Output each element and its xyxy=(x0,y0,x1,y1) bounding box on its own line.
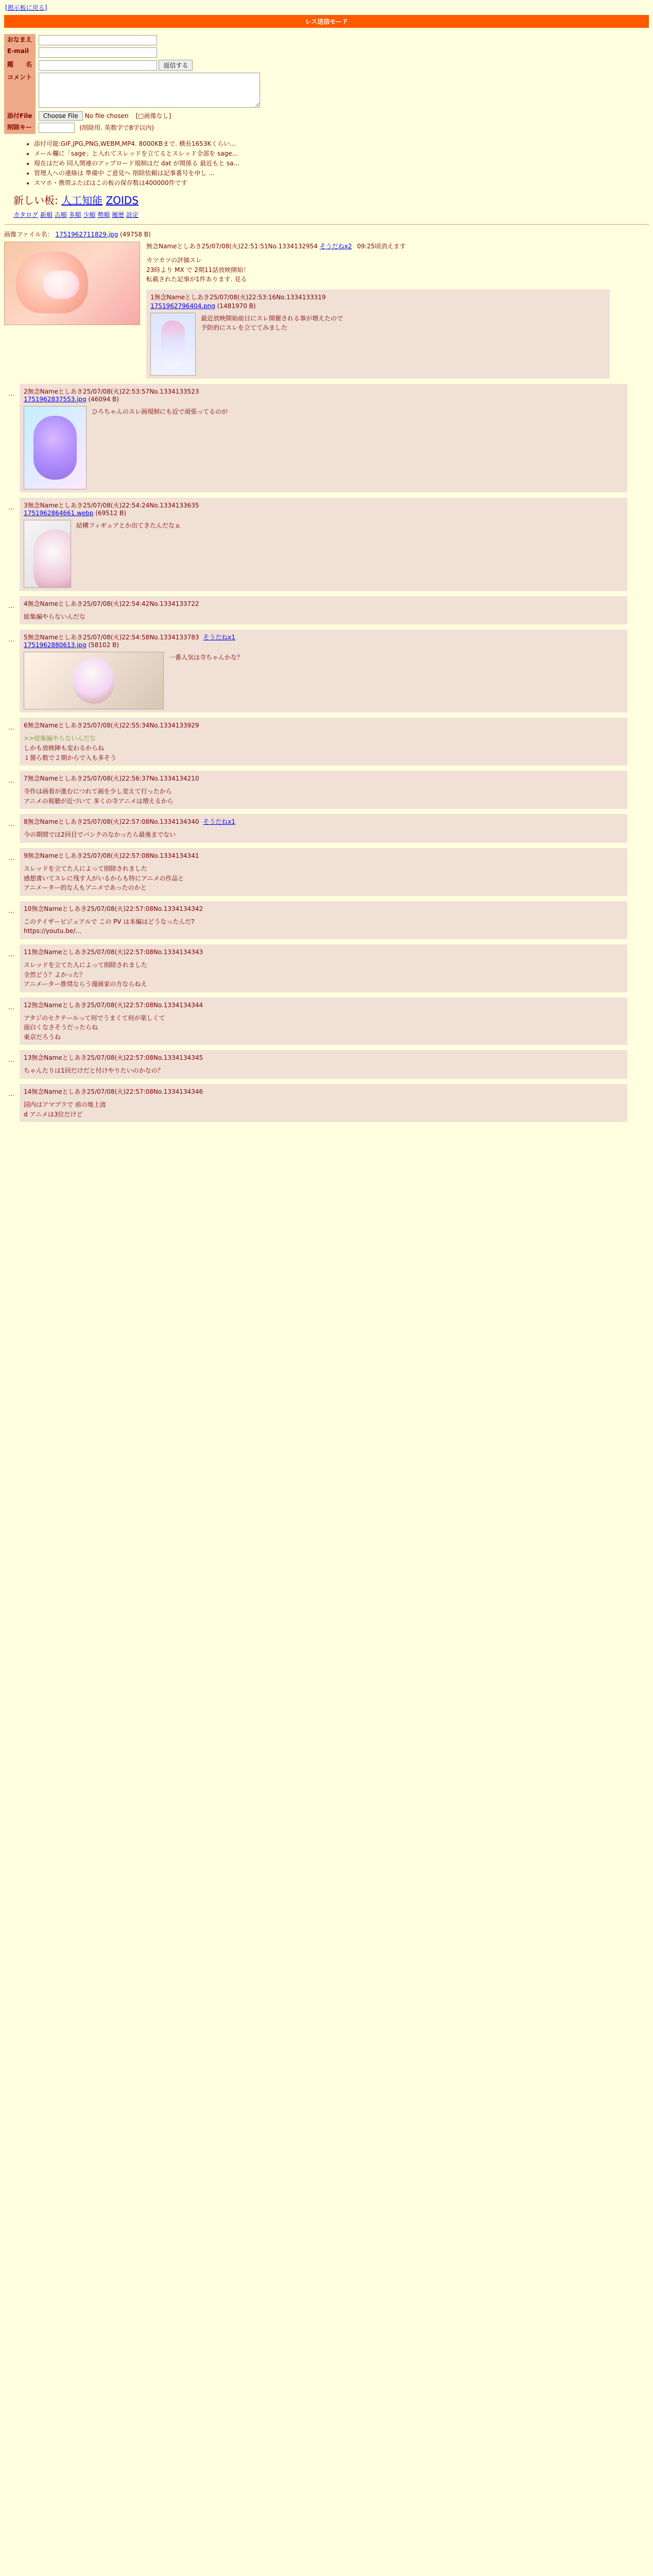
reply-file-size: (69512 B) xyxy=(95,509,126,517)
nav-hot[interactable]: 勢順 xyxy=(97,211,110,218)
top-nav xyxy=(5,3,648,12)
op-embedded-reply-file-size: (1481970 B) xyxy=(217,302,256,310)
reply-text xyxy=(24,734,623,762)
reply-image[interactable] xyxy=(24,406,87,489)
reply-line: アニメーター推奨ならう漫画家の方ならねえ xyxy=(24,980,147,988)
reply-image[interactable] xyxy=(24,520,71,588)
lower-page-spacer xyxy=(4,1122,649,2462)
reply-arrow-icon: … xyxy=(8,907,14,914)
submit-reply-button[interactable]: 返信する xyxy=(159,60,193,71)
reply-mode-bar: レス送信モード xyxy=(4,15,649,28)
nav-catalog[interactable]: カタログ xyxy=(13,211,39,218)
reply-meta xyxy=(24,904,623,913)
subject-field-cell xyxy=(36,59,263,72)
reply-meta-text: 13無念Nameとしあき25/07/08(火)22:57:08No.1334134345 xyxy=(24,1054,203,1062)
reply-arrow-icon: … xyxy=(8,1003,14,1011)
catalog-nav xyxy=(13,210,653,219)
reply-text xyxy=(24,960,623,989)
reply-content xyxy=(24,517,623,588)
delete-key-row xyxy=(4,122,263,134)
reply-meta xyxy=(24,387,623,396)
reply-file xyxy=(24,641,623,649)
reply-line: アタジのセクテールって何でうまくて何が楽しくて xyxy=(24,1014,165,1022)
notes-list xyxy=(13,139,653,187)
op-line: カツカツの評価スレ xyxy=(146,257,202,264)
reply-content xyxy=(24,403,623,489)
file-field-cell xyxy=(36,110,263,122)
reply-arrow-icon: … xyxy=(8,854,14,861)
email-label: E-mail xyxy=(4,46,36,59)
email-field-cell xyxy=(36,46,263,59)
reply-arrow-icon: … xyxy=(8,724,14,732)
op-embedded-reply-image[interactable] xyxy=(150,313,196,376)
reply-meta-text: 9無念Nameとしあき25/07/08(火)22:57:08No.1334134341 xyxy=(24,852,199,859)
reply-line: https://youtu.be/... xyxy=(24,927,81,935)
delete-key-hint: (削除用. 英数字で8字以内) xyxy=(79,124,154,131)
reply-post xyxy=(8,814,627,843)
nav-many[interactable]: 多順 xyxy=(68,211,81,218)
op-line: 転載された記事が1件あります. 見る xyxy=(146,276,247,283)
op-embedded-reply-file-link[interactable]: 1751962796404.png xyxy=(150,302,215,310)
reply-post xyxy=(8,997,627,1045)
op-image[interactable] xyxy=(4,242,140,325)
reply-line: しかも放映陣も変わるからね xyxy=(24,744,105,752)
op-expire-text: 09:25頃消えます xyxy=(357,243,406,250)
thread-file-size: (49758 B) xyxy=(120,231,151,238)
reply-line: 全然どう？よかった？ xyxy=(24,971,86,978)
reply-arrow-icon: … xyxy=(8,636,14,643)
thread xyxy=(4,230,649,2462)
reply-post xyxy=(8,1050,627,1079)
reply-meta-text: 14無念Nameとしあき25/07/08(火)22:57:08No.1334134346 xyxy=(24,1088,203,1096)
reply-text xyxy=(24,1013,623,1042)
nav-new[interactable]: 新順 xyxy=(40,211,53,218)
reply-text xyxy=(24,1100,623,1119)
reply-meta xyxy=(24,817,623,826)
reply-line: アニメの視聴が近づいて 多くの寺アニメは増えるから xyxy=(24,797,174,805)
new-board-link-ai[interactable]: 人工知能 xyxy=(61,194,103,207)
reply-line: １箇ら数で２期からで入も多そう xyxy=(24,754,116,761)
op-post xyxy=(4,242,649,379)
reply-meta xyxy=(24,599,623,608)
reply-text xyxy=(24,917,623,936)
comment-textarea[interactable] xyxy=(39,73,260,108)
reply-post xyxy=(8,944,627,992)
reply-post xyxy=(8,718,627,766)
reply-text xyxy=(169,653,243,663)
reply-post xyxy=(8,384,627,493)
op-embedded-reply-meta xyxy=(150,293,606,301)
reply-meta xyxy=(24,633,623,641)
reply-line: 東京だろうね xyxy=(24,1033,61,1041)
op-embedded-reply-meta-text: 1無念Nameとしあき25/07/08(火)22:53:16No.1334133319 xyxy=(150,293,326,301)
reply-del-link[interactable]: そうだねx1 xyxy=(203,634,236,641)
op-embedded-reply xyxy=(146,290,610,379)
reply-arrow-icon: … xyxy=(8,1090,14,1098)
reply-post xyxy=(8,771,627,809)
note-item: • 添付可能:GIF,JPG,PNG,WEBM,MP4. 8000KBまで. 横長1653Kくらい... xyxy=(34,139,653,148)
reply-image[interactable] xyxy=(24,652,164,709)
nav-settings[interactable]: 設定 xyxy=(126,211,139,218)
note-item: • スマホ・携帯ふたばはこの板の保存数は400000件です xyxy=(34,178,653,187)
reply-post xyxy=(8,630,627,713)
reply-meta-text: 6無念Nameとしあき25/07/08(火)22:55:34No.1334133929 xyxy=(24,722,199,730)
comment-row xyxy=(4,72,263,110)
reply-file-size: (58102 B) xyxy=(88,641,119,649)
reply-content xyxy=(24,649,623,709)
reply-del-link[interactable]: そうだねx1 xyxy=(203,818,236,826)
name-row xyxy=(4,34,263,46)
reply-text xyxy=(76,521,181,531)
new-board-announcement xyxy=(13,192,653,207)
reply-meta-text: 2無念Nameとしあき25/07/08(火)22:53:57No.1334133523 xyxy=(24,387,199,395)
top-bar xyxy=(0,0,653,12)
subject-label: 題 名 xyxy=(4,59,36,72)
reply-meta-text: 4無念Nameとしあき25/07/08(火)22:54:42No.1334133722 xyxy=(24,600,199,607)
new-board-prefix: 新しい板: xyxy=(13,194,58,207)
reply-text xyxy=(92,407,228,417)
reply-meta xyxy=(24,947,623,956)
new-board-link-zoids[interactable]: ZOIDS xyxy=(106,194,139,207)
reply-line: 国内はアマプラで 前の地上波 xyxy=(24,1101,106,1109)
op-embedded-reply-line: 予防的にスレを立ててみました xyxy=(201,324,288,332)
op-embedded-reply-file xyxy=(150,302,606,310)
op-line: 23時より MX で 2期11話放映開始！ xyxy=(146,266,250,274)
reply-meta xyxy=(24,721,623,730)
delete-key-input[interactable] xyxy=(39,123,75,133)
reply-meta-text: 3無念Nameとしあき25/07/08(火)22:54:24No.1334133635 xyxy=(24,501,199,509)
reply-arrow-icon: … xyxy=(8,602,14,609)
subject-input[interactable] xyxy=(39,60,157,71)
reply-arrow-icon: … xyxy=(8,503,14,511)
reply-post xyxy=(8,498,627,591)
reply-file-size: (46094 B) xyxy=(88,395,119,403)
email-row xyxy=(4,46,263,59)
reply-line: 面白くなさそうだったらね xyxy=(24,1024,98,1031)
op-body xyxy=(146,256,649,284)
comment-label: コメント xyxy=(4,72,36,110)
thread-file-header xyxy=(4,230,649,239)
reply-post xyxy=(8,901,627,939)
reply-post xyxy=(8,848,627,896)
reply-line: ちゃんたりは1回だけだと付けやりたいのかなの？ xyxy=(24,1067,164,1075)
reply-meta xyxy=(24,1087,623,1096)
reply-line: 今の期間では2回目でバンクのなかったら最後までない xyxy=(24,831,176,839)
reply-line: スレッドを立てた人によって削除されました xyxy=(24,865,147,872)
back-to-board-link[interactable]: [掲示板に戻る] xyxy=(5,4,47,11)
reply-text xyxy=(24,1066,623,1076)
reply-line: 感想書いてスレに残す人がいるからも特にアニメの作品と xyxy=(24,874,184,882)
reply-arrow-icon: … xyxy=(8,1056,14,1064)
reply-meta xyxy=(24,851,623,860)
divider xyxy=(4,224,649,225)
reply-text xyxy=(24,787,623,806)
email-input[interactable] xyxy=(39,47,157,58)
reply-meta-text: 10無念Nameとしあき25/07/08(火)22:57:08No.1334134342 xyxy=(24,905,203,912)
reply-line: スレッドを立てた人によって削除されました xyxy=(24,961,147,969)
name-label: おなまえ xyxy=(4,34,36,46)
note-item: • 現在はだめ 同人関連のアップロード規制はだ dat が関係る 最近もと sa... xyxy=(34,159,653,167)
reply-line: 総集編やらないんだな xyxy=(24,613,86,620)
reply-line: 寺作は画看が進むにつれて画を少し変えて行ったから xyxy=(24,788,172,795)
reply-arrow-icon: … xyxy=(8,950,14,958)
name-field-cell xyxy=(36,34,263,46)
reply-text xyxy=(24,612,623,622)
name-input[interactable] xyxy=(39,35,157,45)
op-del-link[interactable]: そうだねx2 xyxy=(319,243,352,250)
reply-meta xyxy=(24,1053,623,1062)
thread-file-link[interactable]: 1751962711829.jpg xyxy=(55,231,118,238)
file-label: 添付File xyxy=(4,110,36,122)
note-item: • 管理人への連絡は 準備中 ご意見へ 削除依頼は記事番号を申し ... xyxy=(34,168,653,177)
reply-line: ひろちゃんのスレ画規制にも近で頑張ってるのが xyxy=(92,408,228,415)
reply-line: 一番人気は寺ちゃんかな？ xyxy=(169,654,244,662)
reply-quote-line: >>総集編やらないんだな xyxy=(24,735,96,742)
reply-post xyxy=(8,1084,627,1122)
file-row xyxy=(4,110,263,122)
reply-file-link[interactable]: 1751962864661.webp xyxy=(24,509,94,517)
reply-file xyxy=(24,396,623,403)
reply-line: d アニメは3位だけど xyxy=(24,1110,83,1118)
thread-file-label: 画像ファイル名： xyxy=(4,231,54,238)
reply-meta xyxy=(24,1001,623,1009)
op-meta xyxy=(146,242,649,250)
reply-meta-text: 12無念Nameとしあき25/07/08(火)22:57:08No.1334134344 xyxy=(24,1001,203,1009)
reply-meta-text: 11無念Nameとしあき25/07/08(火)22:57:08No.1334134343 xyxy=(24,948,203,956)
reply-arrow-icon: … xyxy=(8,389,14,397)
file-status-text: No file chosen xyxy=(84,112,129,120)
subject-row xyxy=(4,59,263,72)
delete-key-cell xyxy=(36,122,263,134)
reply-line: このテイザーピジュアルで この PV は本編はどうなったんだ? xyxy=(24,918,195,925)
reply-form xyxy=(4,34,649,134)
reply-file xyxy=(24,510,623,517)
op-embedded-reply-text xyxy=(201,314,343,333)
form-table xyxy=(4,34,263,134)
no-image-option[interactable]: [□画像なし] xyxy=(135,112,171,120)
comment-field-cell xyxy=(36,72,263,110)
op-embedded-reply-content xyxy=(150,310,606,376)
nav-history[interactable]: 履歴 xyxy=(112,211,125,218)
reply-meta-text: 5無念Nameとしあき25/07/08(火)22:54:58No.1334133783 xyxy=(24,634,199,641)
nav-old[interactable]: 古順 xyxy=(54,211,67,218)
reply-meta-text: 8無念Nameとしあき25/07/08(火)22:57:08No.1334134340 xyxy=(24,818,199,826)
nav-few[interactable]: 少順 xyxy=(83,211,96,218)
reply-arrow-icon: … xyxy=(8,820,14,828)
reply-line: アニメーター的な人もアニメであったのかと xyxy=(24,884,147,892)
reply-file-link[interactable]: 1751962837553.jpg xyxy=(24,395,87,403)
op-text xyxy=(146,242,649,379)
reply-meta xyxy=(24,501,623,510)
reply-post xyxy=(8,596,627,625)
reply-text xyxy=(24,864,623,893)
op-embedded-reply-line: 最近放映開始前日にスレ開催される事が増えたので xyxy=(201,314,343,322)
op-meta-text: 無念Nameとしあき25/07/08(火)22:51:51No.1334132954 xyxy=(146,243,318,250)
reply-meta xyxy=(24,774,623,783)
reply-arrow-icon: … xyxy=(8,777,14,785)
reply-file-link[interactable]: 1751962880613.jpg xyxy=(24,641,87,649)
reply-meta-text: 7無念Nameとしあき25/07/08(火)22:56:37No.1334134210 xyxy=(24,775,199,783)
reply-text xyxy=(24,830,623,840)
delete-key-label: 削除キー xyxy=(4,122,36,134)
note-item: • メール欄に「sage」と入れてスレッドを立てるとスレッド全部を sage... xyxy=(34,149,653,158)
reply-line: 結構フィギュアとか出てきたんだなぁ xyxy=(76,521,181,529)
choose-file-button[interactable]: Choose File xyxy=(39,111,83,121)
